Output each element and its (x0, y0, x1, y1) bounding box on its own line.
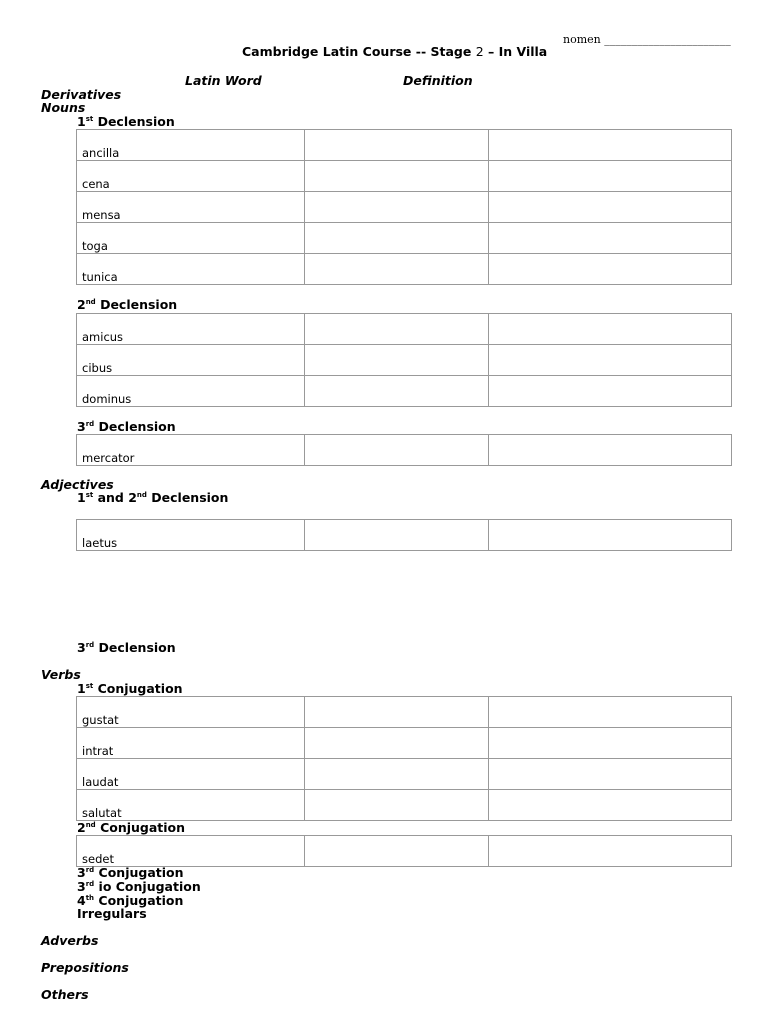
heading-adjective-1st-2nd-declension: 1st and 2nd Declension (77, 490, 229, 505)
definition-cell[interactable] (305, 130, 489, 161)
heading-verb-3rd-conjugation: 3rd Conjugation (77, 865, 184, 880)
derivatives-cell[interactable] (489, 314, 732, 345)
heading-derivatives: Derivatives (41, 87, 122, 102)
definition-cell[interactable] (305, 520, 489, 551)
definition-cell[interactable] (305, 345, 489, 376)
derivatives-cell[interactable] (489, 520, 732, 551)
latin-word-cell: intrat (77, 728, 305, 759)
latin-word-cell: ancilla (77, 130, 305, 161)
latin-word-cell: dominus (77, 376, 305, 407)
table-row (77, 836, 732, 867)
noun-3rd-declension-table (76, 434, 732, 466)
heading-noun-2nd-declension: 2nd Declension (77, 297, 178, 312)
latin-word-cell: cena (77, 161, 305, 192)
latin-word-cell: sedet (77, 836, 305, 867)
heading-noun-1st-declension: 1st Declension (77, 114, 175, 129)
latin-word-cell: amicus (77, 314, 305, 345)
heading-verb-2nd-conjugation: 2nd Conjugation (77, 820, 186, 835)
derivatives-cell[interactable] (489, 130, 732, 161)
adjective-1st-2nd-declension-table (76, 519, 732, 551)
definition-cell[interactable] (305, 790, 489, 821)
derivatives-cell[interactable] (489, 223, 732, 254)
table-row (77, 130, 732, 161)
heading-noun-3rd-declension: 3rd Declension (77, 419, 176, 434)
derivatives-cell[interactable] (489, 435, 732, 466)
latin-word-cell: toga (77, 223, 305, 254)
heading-verb-1st-conjugation: 1st Conjugation (77, 681, 183, 696)
derivatives-cell[interactable] (489, 376, 732, 407)
stage-number: 2 (475, 44, 484, 59)
definition-cell[interactable] (305, 192, 489, 223)
definition-cell[interactable] (305, 435, 489, 466)
heading-adjectives: Adjectives (41, 477, 114, 492)
latin-word-cell: laetus (77, 520, 305, 551)
verb-2nd-conjugation-table (76, 835, 732, 867)
definition-cell[interactable] (305, 314, 489, 345)
table-row (77, 345, 732, 376)
derivatives-cell[interactable] (489, 728, 732, 759)
latin-word-cell: tunica (77, 254, 305, 285)
definition-cell[interactable] (305, 836, 489, 867)
heading-verb-3rd-io-conjugation: 3rd io Conjugation (77, 879, 201, 894)
latin-word-cell: gustat (77, 697, 305, 728)
table-row (77, 223, 732, 254)
nomen-blank: _______________________ (604, 33, 731, 46)
heading-verbs: Verbs (41, 667, 81, 682)
table-row (77, 435, 732, 466)
derivatives-cell[interactable] (489, 161, 732, 192)
latin-word-cell: laudat (77, 759, 305, 790)
latin-word-cell: mensa (77, 192, 305, 223)
table-row (77, 728, 732, 759)
nomen-field (563, 33, 731, 46)
derivatives-cell[interactable] (489, 697, 732, 728)
heading-prepositions: Prepositions (41, 960, 129, 975)
nomen-label: nomen (563, 33, 601, 46)
table-row (77, 790, 732, 821)
definition-cell[interactable] (305, 728, 489, 759)
latin-word-cell: cibus (77, 345, 305, 376)
heading-verb-irregulars: Irregulars (77, 906, 147, 921)
latin-word-cell: salutat (77, 790, 305, 821)
heading-adjective-3rd-declension: 3rd Declension (77, 640, 176, 655)
heading-adverbs: Adverbs (41, 933, 99, 948)
derivatives-cell[interactable] (489, 836, 732, 867)
table-row (77, 759, 732, 790)
table-row (77, 192, 732, 223)
definition-cell[interactable] (305, 254, 489, 285)
definition-cell[interactable] (305, 223, 489, 254)
definition-cell[interactable] (305, 697, 489, 728)
page-title (242, 44, 547, 59)
heading-others: Others (41, 987, 89, 1002)
derivatives-cell[interactable] (489, 759, 732, 790)
verb-1st-conjugation-table (76, 696, 732, 821)
latin-word-cell: mercator (77, 435, 305, 466)
heading-nouns: Nouns (41, 100, 86, 115)
definition-cell[interactable] (305, 161, 489, 192)
title-text: Cambridge Latin Course -- Stage (242, 44, 472, 59)
definition-cell[interactable] (305, 759, 489, 790)
noun-1st-declension-table (76, 129, 732, 285)
derivatives-cell[interactable] (489, 345, 732, 376)
table-row (77, 697, 732, 728)
column-header-definition: Definition (403, 73, 473, 88)
table-row (77, 161, 732, 192)
derivatives-cell[interactable] (489, 790, 732, 821)
table-row (77, 314, 732, 345)
column-header-latin-word: Latin Word (185, 73, 262, 88)
derivatives-cell[interactable] (489, 192, 732, 223)
table-row (77, 520, 732, 551)
heading-verb-4th-conjugation: 4th Conjugation (77, 893, 184, 908)
table-row (77, 376, 732, 407)
derivatives-cell[interactable] (489, 254, 732, 285)
table-row (77, 254, 732, 285)
stage-name: – In Villa (488, 44, 548, 59)
definition-cell[interactable] (305, 376, 489, 407)
noun-2nd-declension-table (76, 313, 732, 407)
